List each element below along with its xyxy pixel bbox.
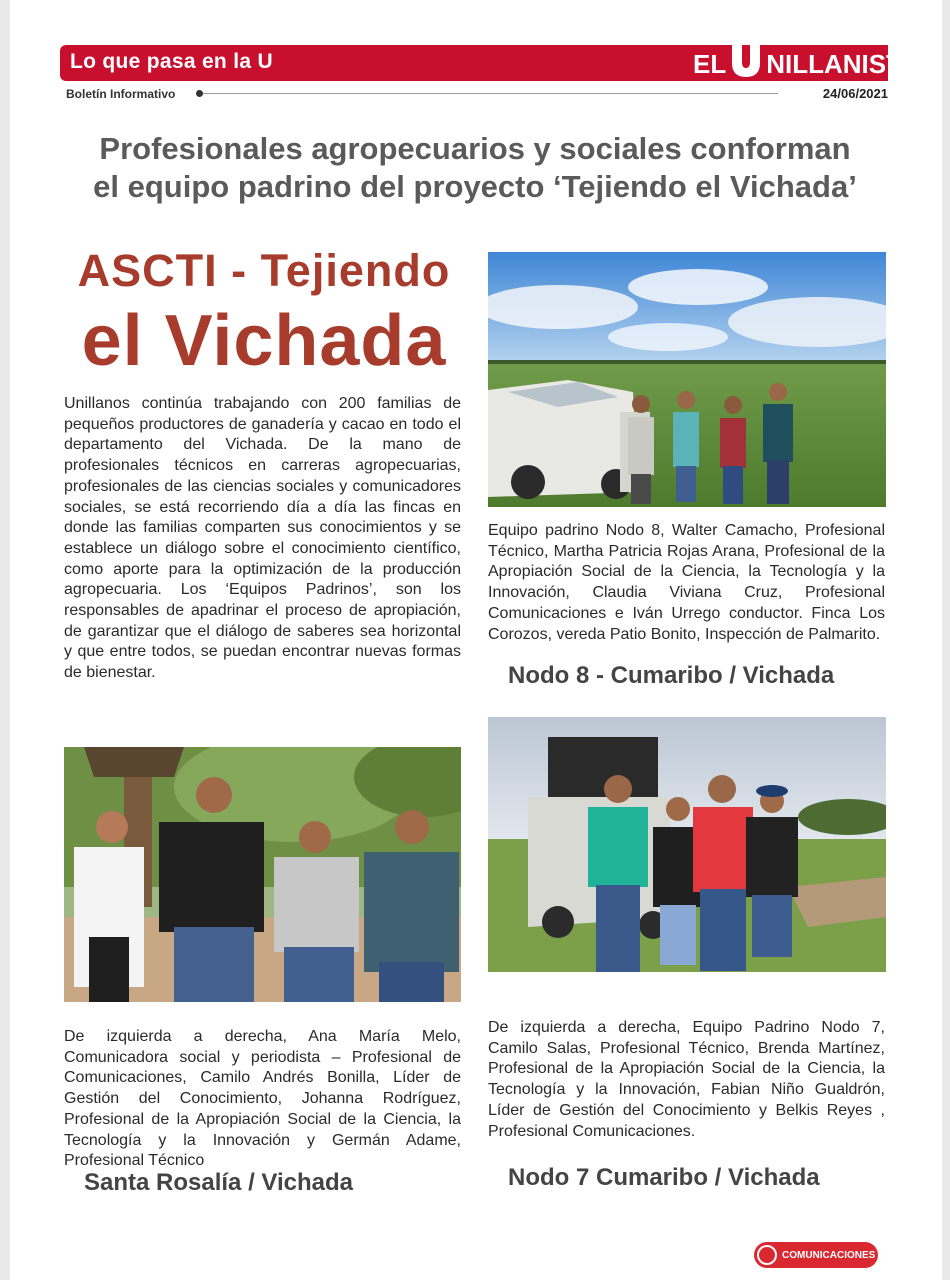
main-headline xyxy=(50,130,900,206)
photo-santa-rosalia xyxy=(64,747,461,1002)
place-santa-rosalia: Santa Rosalía / Vichada xyxy=(84,1169,354,1196)
project-title-line-2: el Vichada xyxy=(81,301,447,381)
caption-santa-rosalia: De izquierda a derecha, Ana María Melo, Comunicadora social y periodista – Profesional de Comunicaciones, Camilo Andrés Bonilla, Líder de Gestión del Conocimiento, Johanna Rodríguez, Profesional de la Apropiación Social de la Ciencia, la Tecnología y la Innovación y Germán Adame, Profesional Técnico xyxy=(64,1028,461,1170)
headline-line-1: Profesionales agropecuarios y sociales conforman xyxy=(99,131,851,166)
headline-line-2: el equipo padrino del proyecto ‘Tejiendo el Vichada’ xyxy=(93,169,857,204)
photo-nodo-8 xyxy=(488,252,886,507)
comunicaciones-badge xyxy=(754,1242,878,1268)
caption-nodo-7: De izquierda a derecha, Equipo Padrino Nodo 7, Camilo Salas, Profesional Técnico, Brenda Martínez, Profesional de la Apropiación Social de la Ciencia, la Tecnología y la Innovación, Fabian Niño Gualdrón, Líder de Gestión del Conocimiento y Belkis Reyes , Profesional Comunicaciones. xyxy=(488,1019,885,1140)
section-title: Lo que pasa en la U xyxy=(70,50,273,73)
caption-nodo-8: Equipo padrino Nodo 8, Walter Camacho, Profesional Técnico, Martha Patricia Rojas Arana, Profesional de la Apropiación Social de la Ciencia, la Tecnología y la Innovación, Claudia Viviana Cruz, Profesional Comunicaciones e Iván Urrego conductor. Finca Los Corozos, vereda Patio Bonito, Inspección de Palmarito. xyxy=(488,522,885,643)
brand-logo-left: EL xyxy=(693,49,727,79)
comunicaciones-logo-icon xyxy=(757,1245,777,1265)
photo-nodo-7 xyxy=(488,717,886,972)
badge-label: COMUNICACIONES xyxy=(782,1249,876,1261)
brand-u-icon xyxy=(729,36,763,78)
brand-logo xyxy=(693,42,919,82)
divider-dot xyxy=(196,90,203,97)
brand-logo-right: NILLANISTA xyxy=(766,49,919,79)
article-body: Unillanos continúa trabajando con 200 familias de pequeños productores de ganadería y cacao en todo el departamento del Vichada. De la mano de profesionales técnicos en carreras agropecuarias, profesionales de las ciencias sociales y comunicadores sociales, se está recorriendo día a día las fincas en donde las familias comparten sus conocimientos y se establece un diálogo sobre el conocimiento científico, como aporte para la optimización de la producción agropecuaria. Los ‘Equipos Padrinos’, son los responsables de apadrinar el proceso de apropiación, de garantizar que el diálogo de saberes sea horizontal y que entre todos, se puedan encontrar nuevas formas de bienestar. xyxy=(64,395,461,682)
place-nodo-8: Nodo 8 - Cumaribo / Vichada xyxy=(508,662,835,689)
bulletin-date: 24/06/2021 xyxy=(822,86,888,101)
bulletin-label: Boletín Informativo xyxy=(66,87,176,101)
header-divider xyxy=(198,93,778,94)
place-nodo-7: Nodo 7 Cumaribo / Vichada xyxy=(508,1164,820,1191)
project-title-line-1: ASCTI - Tejiendo xyxy=(77,245,451,296)
